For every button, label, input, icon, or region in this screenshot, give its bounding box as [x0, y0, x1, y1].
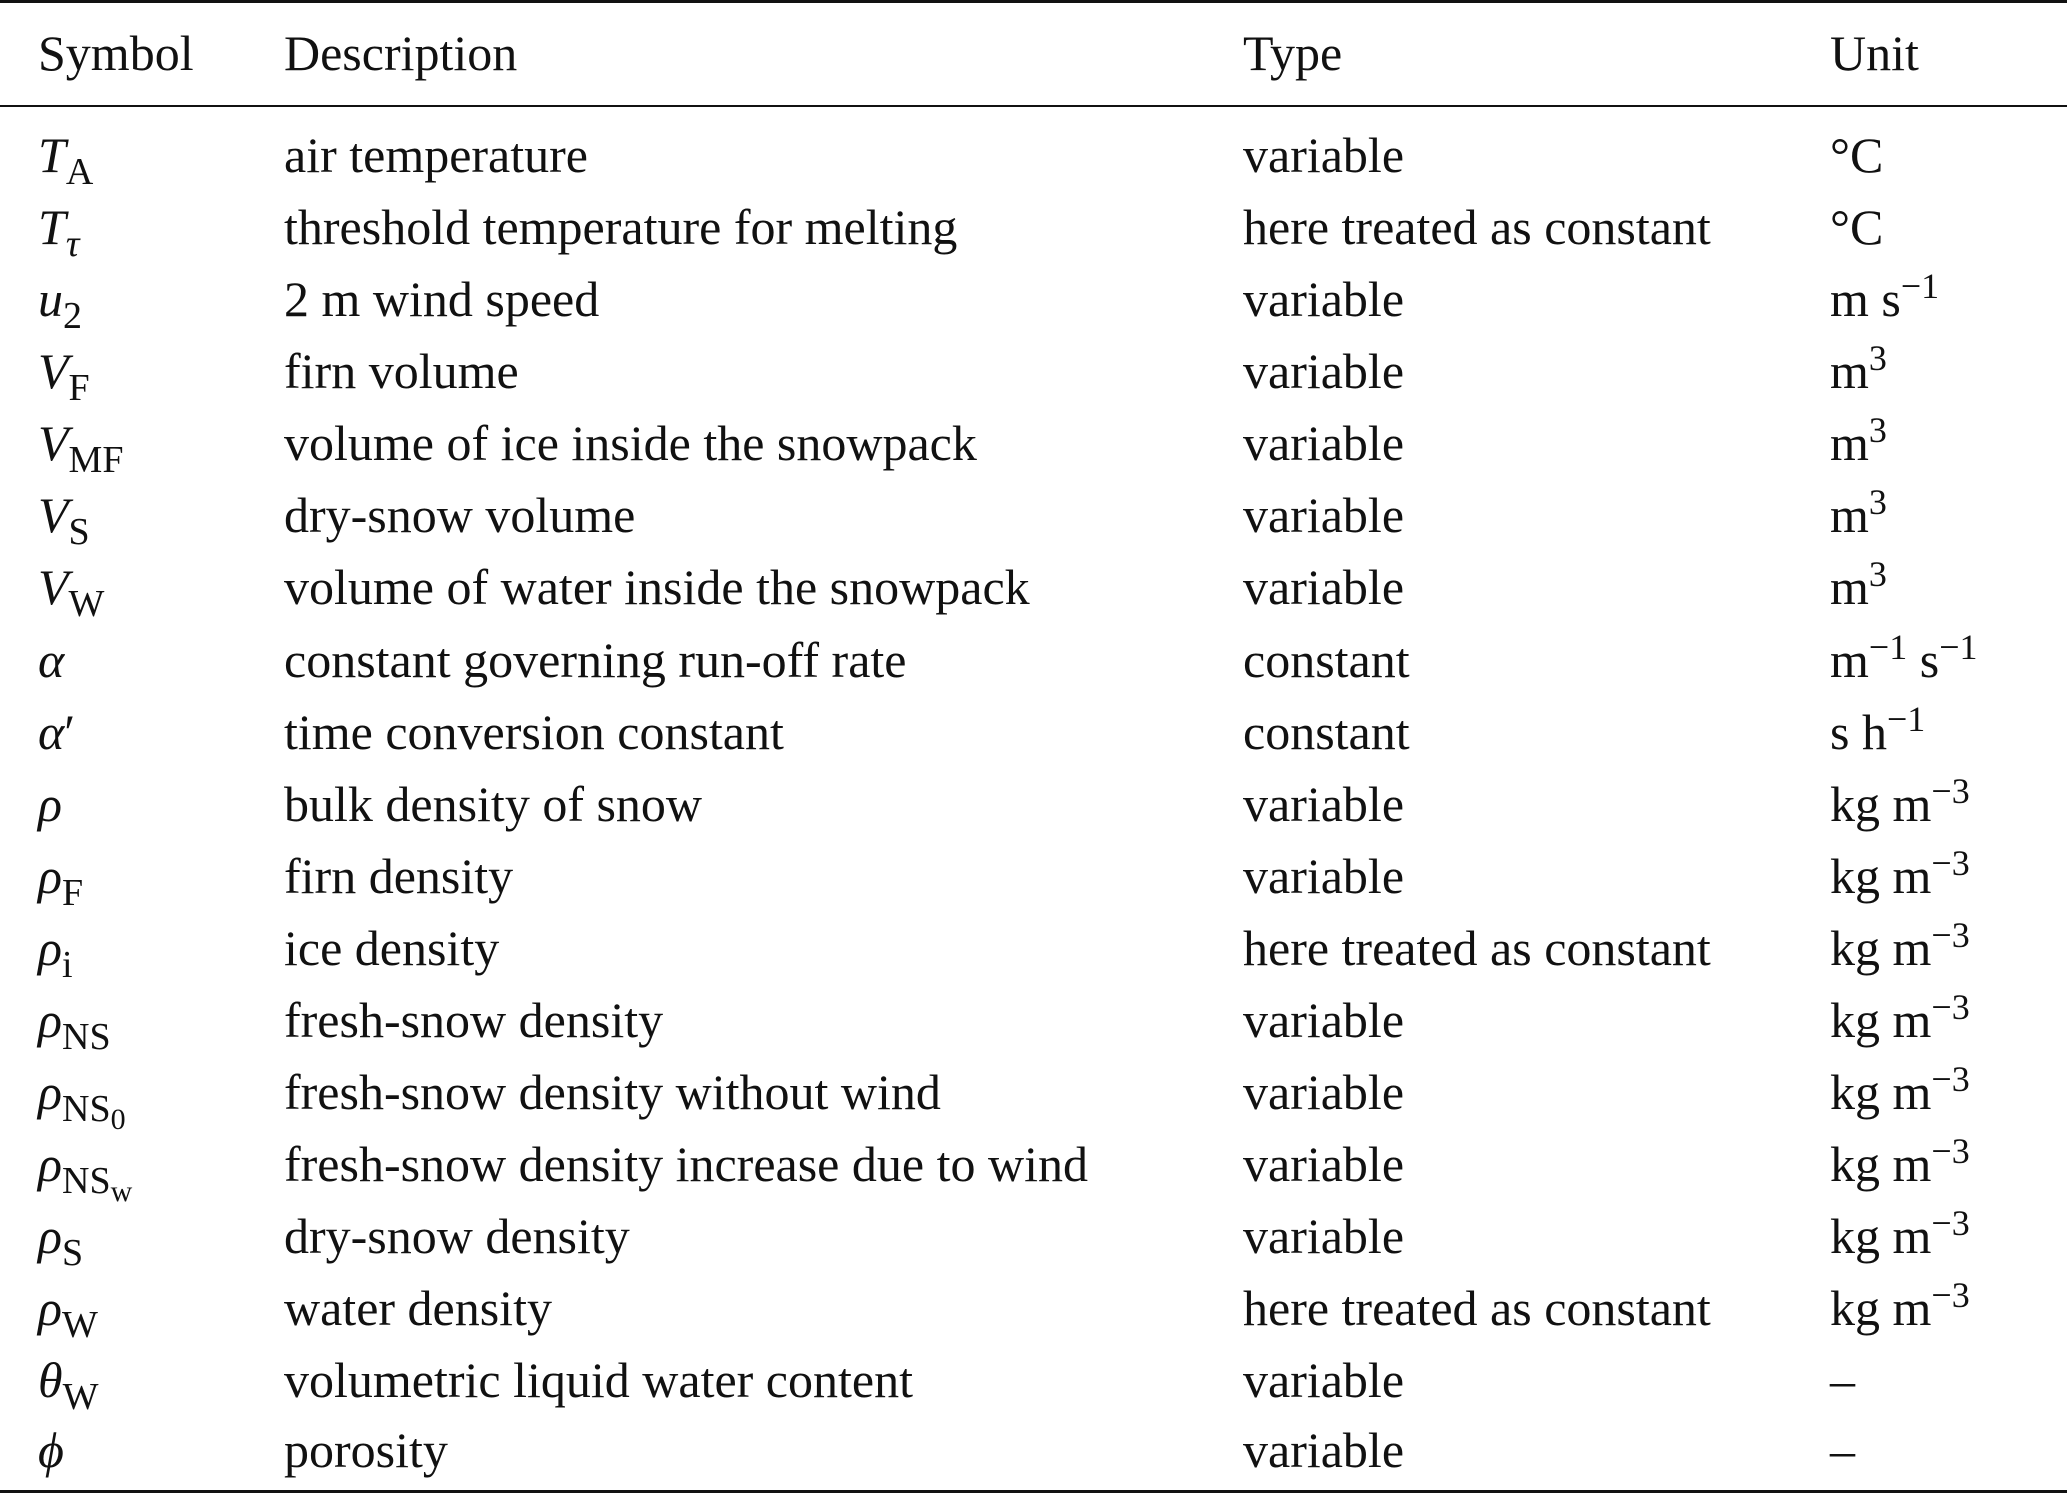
type-cell: variable [1243, 487, 1405, 543]
description-cell: 2 m wind speed [284, 271, 600, 327]
symbol-subscript: NS [62, 1016, 111, 1058]
table-row [0, 984, 2067, 1056]
unit-exponent: −3 [1931, 771, 1970, 811]
header-type: Type [1243, 25, 1343, 81]
symbol-cell [38, 696, 75, 768]
table-header-row [0, 3, 2067, 81]
unit-cell [1830, 984, 1970, 1056]
unit-cell [1830, 335, 1887, 407]
symbol-main: ρ [38, 920, 62, 976]
table-header-rule [0, 105, 2067, 107]
description-cell: volumetric liquid water content [284, 1352, 913, 1408]
table-row [0, 407, 2067, 479]
header-unit: Unit [1830, 25, 1919, 81]
symbol-subscript: A [65, 151, 94, 193]
symbol-main: ϕ [38, 1422, 64, 1478]
unit-base: m [1830, 632, 1869, 688]
table-row [0, 1344, 2067, 1416]
type-cell: variable [1243, 415, 1405, 471]
description-cell: time conversion constant [284, 704, 784, 760]
description-cell: volume of ice inside the snowpack [284, 415, 977, 471]
description-cell: dry-snow density [284, 1208, 630, 1264]
type-cell: variable [1243, 1208, 1405, 1264]
unit-base: m [1830, 487, 1869, 543]
type-cell: variable [1243, 992, 1405, 1048]
unit-base: °C [1830, 127, 1884, 183]
unit-base: kg m [1830, 1208, 1932, 1264]
symbol-cell [38, 624, 64, 696]
unit-exponent: −3 [1931, 1059, 1970, 1099]
description-cell: firn density [284, 848, 514, 904]
unit-base: – [1830, 1422, 1855, 1478]
type-cell: variable [1243, 271, 1405, 327]
description-cell: bulk density of snow [284, 776, 703, 832]
table-row [0, 479, 2067, 551]
type-cell: here treated as constant [1243, 1280, 1711, 1336]
unit-exponent: −3 [1931, 1203, 1970, 1243]
type-cell: constant [1243, 704, 1410, 760]
unit-cell [1830, 1272, 1970, 1344]
unit-exponent: −3 [1931, 843, 1970, 883]
symbol-main: ρ [38, 1136, 62, 1192]
type-cell: variable [1243, 848, 1405, 904]
table-row [0, 696, 2067, 768]
symbol-subscript: NS [62, 1088, 111, 1130]
description-cell: firn volume [284, 343, 519, 399]
description-cell: fresh-snow density increase due to wind [284, 1136, 1088, 1192]
type-cell: constant [1243, 632, 1410, 688]
unit-cell [1830, 119, 1883, 191]
table-row [0, 840, 2067, 912]
description-cell: constant governing run-off rate [284, 632, 907, 688]
unit-exponent-2: −1 [1939, 627, 1978, 667]
symbol-subscript-2: w [110, 1175, 133, 1208]
description-cell: ice density [284, 920, 500, 976]
symbol-main: ρ [38, 992, 62, 1048]
symbol-main: T [38, 199, 66, 255]
symbol-subscript-2: 0 [110, 1103, 126, 1136]
unit-base: kg m [1830, 776, 1932, 832]
unit-cell [1830, 551, 1887, 623]
type-cell: variable [1243, 1136, 1405, 1192]
symbol-prime: ′ [64, 704, 76, 760]
description-cell: fresh-snow density [284, 992, 664, 1048]
type-cell: variable [1243, 559, 1405, 615]
table-row [0, 1056, 2067, 1136]
unit-cell [1830, 479, 1887, 551]
table-row [0, 1272, 2067, 1344]
table-row [0, 912, 2067, 984]
symbol-main: ρ [38, 776, 62, 832]
symbol-subscript: MF [68, 439, 124, 481]
table-row [0, 1128, 2067, 1208]
unit-cell [1830, 1344, 1855, 1416]
symbol-main: V [38, 343, 69, 399]
symbol-main: θ [38, 1352, 63, 1408]
symbol-subscript: i [62, 944, 73, 986]
table-row [0, 191, 2067, 263]
unit-base: kg m [1830, 1064, 1932, 1120]
description-cell: threshold temperature for melting [284, 199, 958, 255]
unit-base: m [1830, 559, 1869, 615]
unit-exponent: −3 [1931, 915, 1970, 955]
symbol-main: ρ [38, 1280, 62, 1336]
unit-cell [1830, 912, 1970, 984]
symbol-main: ρ [38, 1208, 62, 1264]
unit-cell [1830, 1056, 1970, 1128]
unit-base: kg m [1830, 1136, 1932, 1192]
type-cell: here treated as constant [1243, 920, 1711, 976]
unit-base: – [1830, 1352, 1855, 1408]
table-row [0, 263, 2067, 335]
description-cell: porosity [284, 1422, 448, 1478]
symbol-main: ρ [38, 848, 62, 904]
symbol-main: V [38, 415, 69, 471]
unit-base-2: s [1907, 632, 1940, 688]
unit-base: m s [1830, 271, 1901, 327]
unit-cell [1830, 1414, 1855, 1486]
description-cell: dry-snow volume [284, 487, 636, 543]
table-row [0, 551, 2067, 623]
type-cell: variable [1243, 1064, 1405, 1120]
symbol-cell [38, 1414, 64, 1486]
unit-cell [1830, 624, 1978, 696]
description-cell: water density [284, 1280, 552, 1336]
type-cell: variable [1243, 1352, 1405, 1408]
description-cell: volume of water inside the snowpack [284, 559, 1030, 615]
symbol-main: V [38, 487, 69, 543]
symbol-main: u [38, 271, 63, 327]
unit-exponent: −3 [1931, 1131, 1970, 1171]
symbol-main: ρ [38, 1064, 62, 1120]
symbol-main: T [38, 127, 66, 183]
symbol-subscript: S [62, 1232, 84, 1274]
type-cell: variable [1243, 343, 1405, 399]
unit-exponent: −3 [1931, 1275, 1970, 1315]
unit-exponent: −3 [1931, 987, 1970, 1027]
type-cell: variable [1243, 776, 1405, 832]
unit-base: s h [1830, 704, 1887, 760]
unit-exponent: −1 [1900, 266, 1940, 306]
symbol-subscript: F [62, 872, 84, 914]
unit-exponent: 3 [1868, 410, 1887, 450]
unit-base: °C [1830, 199, 1884, 255]
unit-cell [1830, 1200, 1970, 1272]
description-cell: fresh-snow density without wind [284, 1064, 941, 1120]
symbol-subscript: W [68, 583, 105, 625]
unit-base: kg m [1830, 992, 1932, 1048]
symbol-cell [38, 768, 62, 840]
description-cell: air temperature [284, 127, 588, 183]
symbol-subscript: W [62, 1304, 98, 1346]
symbol-subscript: S [68, 511, 90, 553]
unit-exponent: 3 [1868, 482, 1887, 522]
unit-cell [1830, 191, 1883, 263]
type-cell: variable [1243, 127, 1405, 183]
unit-cell [1830, 696, 1925, 768]
table-row [0, 768, 2067, 840]
unit-base: m [1830, 343, 1869, 399]
unit-cell [1830, 840, 1970, 912]
unit-exponent: 3 [1868, 338, 1887, 378]
symbol-main: α [38, 632, 65, 688]
unit-base: m [1830, 415, 1869, 471]
table-row [0, 1414, 2067, 1486]
unit-exponent: −1 [1886, 699, 1926, 739]
unit-base: kg m [1830, 1280, 1932, 1336]
symbol-subscript: τ [65, 223, 80, 265]
table-row [0, 624, 2067, 696]
symbol-subscript: F [68, 367, 90, 409]
header-description: Description [284, 25, 518, 81]
symbol-main: V [38, 559, 69, 615]
table-row [0, 335, 2067, 407]
table-row [0, 119, 2067, 191]
unit-cell [1830, 407, 1887, 479]
unit-cell [1830, 263, 1939, 335]
header-symbol: Symbol [38, 25, 194, 81]
unit-exponent: 3 [1868, 554, 1887, 594]
symbol-subscript: NS [62, 1160, 111, 1202]
table-row [0, 1200, 2067, 1272]
symbol-subscript: 2 [63, 295, 82, 337]
type-cell: here treated as constant [1243, 199, 1711, 255]
unit-exponent: −1 [1868, 627, 1908, 667]
unit-base: kg m [1830, 920, 1932, 976]
symbol-main: α [38, 704, 65, 760]
type-cell: variable [1243, 1422, 1405, 1478]
table-bottom-rule [0, 1490, 2067, 1493]
unit-cell [1830, 768, 1970, 840]
unit-cell [1830, 1128, 1970, 1200]
unit-base: kg m [1830, 848, 1932, 904]
symbol-subscript: W [62, 1376, 99, 1418]
